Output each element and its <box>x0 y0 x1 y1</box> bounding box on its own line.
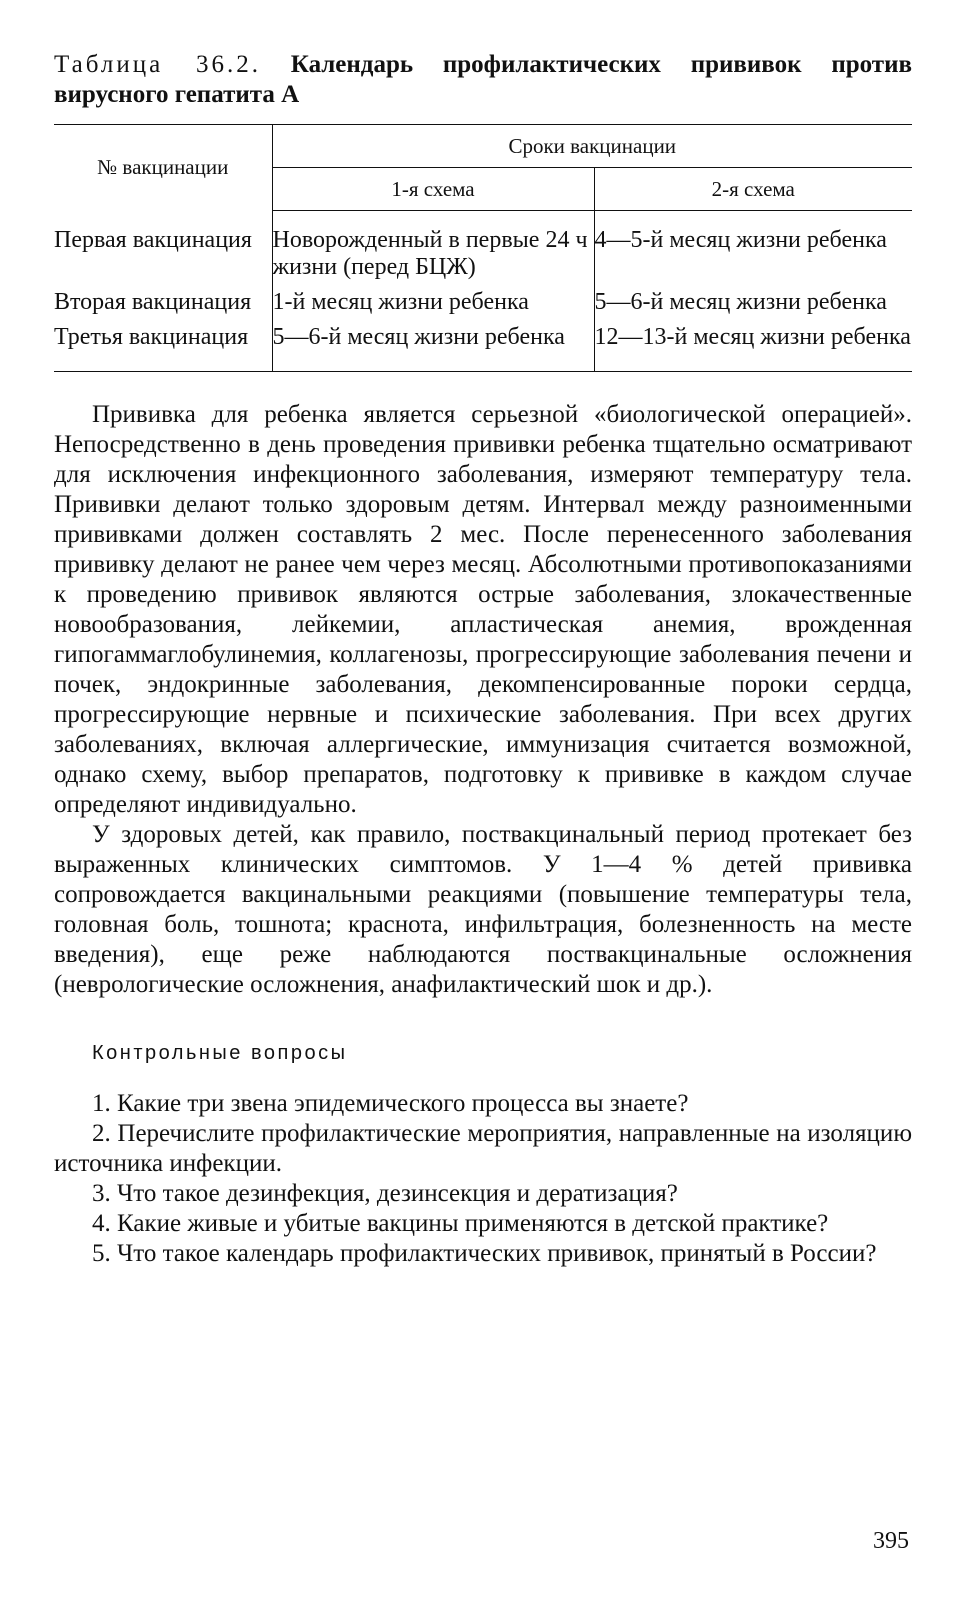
questions-heading: Контрольные вопросы <box>92 1042 348 1064</box>
question-item: 3. Что такое дезинфекция, дезинсекция и дератизация? <box>92 1180 678 1207</box>
page-content <box>54 50 912 1269</box>
paragraph: У здоровых детей, как правило, поствакцинальный период протекает без выраженных клинических симптомов. У 1—4 % детей прививка сопровождается вакцинальными реакциями (повышение температуры тела, головная боль, тошнота; краснота, инфильтрация, болезненность на месте введения), еще реже наблюдаются поствакцинальные осложнения (неврологические осложнения, анафилактический шок и др.). <box>54 821 912 998</box>
caption-title: Календарь профилактических прививок против вирусного гепатита А <box>54 51 912 108</box>
header-scheme-2: 2-я схема <box>594 168 912 211</box>
table-row <box>54 316 912 372</box>
question-item: 4. Какие живые и убитые вакцины применяются в детской практике? <box>92 1210 829 1237</box>
table-caption <box>54 50 912 110</box>
question-item: 1. Какие три звена эпидемического процесса вы знаете? <box>92 1090 689 1117</box>
caption-label: Таблица 36.2. <box>54 51 261 78</box>
cell-scheme-1: 1-й месяц жизни ребенка <box>272 281 594 316</box>
cell-vaccination: Вторая вакцинация <box>54 281 272 316</box>
cell-scheme-2: 5—6-й месяц жизни ребенка <box>594 289 887 315</box>
table-row <box>54 211 912 282</box>
questions-list <box>54 1089 912 1269</box>
question-item: 2. Перечислите профилактические мероприятия, направленные на изоляцию источника инфекции. <box>54 1120 912 1177</box>
header-vaccination-timing: Сроки вакцинации <box>272 125 912 168</box>
body-text <box>54 400 912 1000</box>
question-item: 5. Что такое календарь профилактических прививок, принятый в России? <box>92 1240 877 1267</box>
header-scheme-1: 1-я схема <box>272 168 594 211</box>
cell-vaccination: Первая вакцинация <box>54 211 272 282</box>
cell-vaccination: Третья вакцинация <box>54 316 272 372</box>
page-number: 395 <box>873 1528 909 1554</box>
cell-scheme-1: 5—6-й месяц жизни ребенка <box>272 316 594 372</box>
table-header-row <box>54 125 912 168</box>
paragraph: Прививка для ребенка является серьезной «биологической операцией». Непосредственно в день проведения прививки ребенка тщательно осматривают для исключения инфекционного заболевания, измеряют температуру тела. Прививки делают только здоровым детям. Интервал между разноименными прививками должен составлять 2 мес. После перенесенного заболевания прививку делают не ранее чем через месяц. Абсолютными противопоказаниями к проведению прививок являются острые заболевания, злокачественные новообразования, лейкемии, апластическая анемия, врожденная гипогаммаглобулинемия, коллагенозы, прогрессирующие заболевания печени и почек, эндокринные заболевания, декомпенсированные пороки сердца, прогрессирующие нервные и психические заболевания. При всех других заболеваниях, включая аллергические, иммунизация считается возможной, однако схему, выбор препаратов, подготовку к прививке в каждом случае определяют индивидуально. <box>54 401 912 818</box>
cell-scheme-1: Новорожденный в первые 24 ч жизни (перед БЦЖ) <box>272 211 594 282</box>
header-vaccination-number: № вакцинации <box>54 125 272 211</box>
vaccination-schedule-table <box>54 124 912 372</box>
cell-scheme-2: 4—5-й месяц жизни ребенка <box>594 227 887 253</box>
cell-scheme-2: 12—13-й месяц жизни ребенка <box>594 316 912 372</box>
table-row <box>54 281 912 316</box>
